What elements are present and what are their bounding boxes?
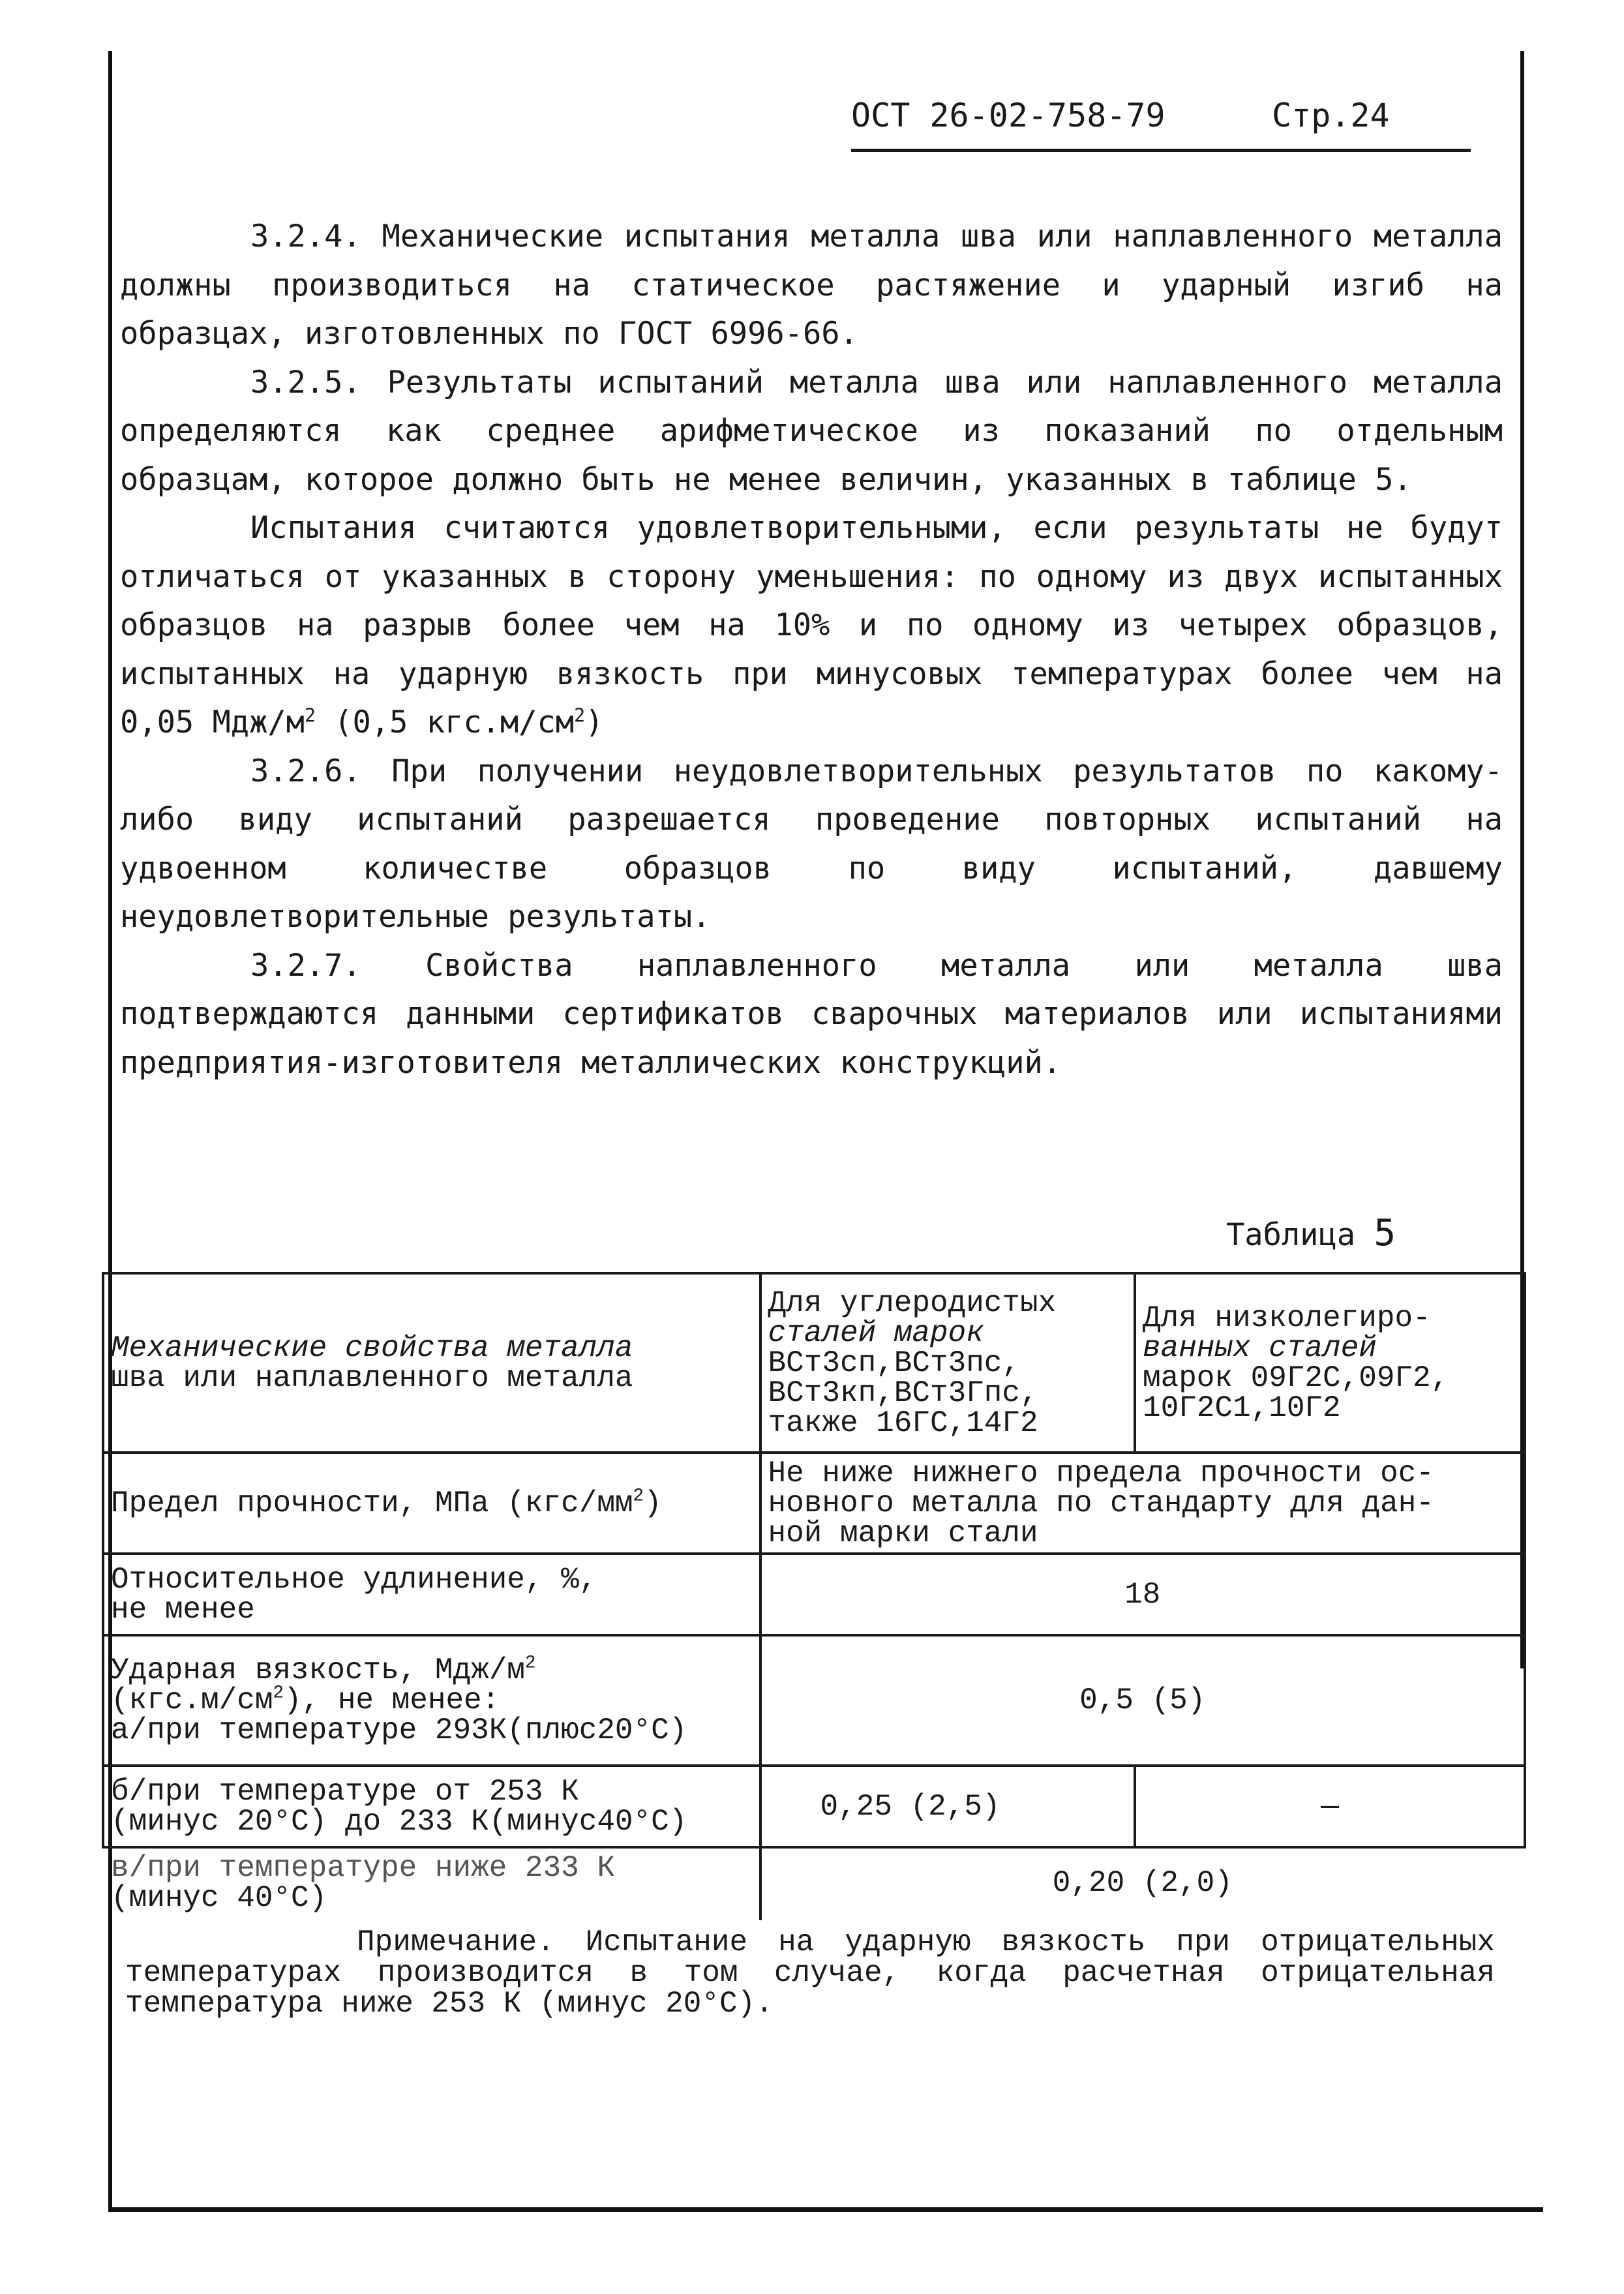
- impact-line-2: [111, 1685, 753, 1715]
- tests-criteria-text: Испытания считаются удовлетворительными, если результаты не будут отличаться от указанных в сторону уменьшения: по одному из двух испытанных образцов на разрыв более чем на 10% и по одному из четырех образцов, испытанных на ударную вязкость при минусовых температурах более чем на 0,05 Мдж/м: [120, 510, 1503, 740]
- row-value-elongation: 18: [760, 1554, 1525, 1635]
- document-code: ОСТ 26-02-758-79: [851, 97, 1165, 134]
- row-value-impact-a: 0,5 (5): [760, 1635, 1525, 1766]
- table-caption-number: 5: [1374, 1212, 1396, 1254]
- elongation-line-2: не менее: [111, 1592, 255, 1627]
- superscript: 2: [574, 704, 586, 727]
- impact-c-line-1: в/при температуре ниже 233 К: [111, 1851, 615, 1885]
- header-lowalloy-line-3: марок 09Г2С,09Г2,: [1142, 1361, 1449, 1395]
- impact-line-1: [111, 1655, 753, 1685]
- impact-line-2-text-end: ), не менее:: [284, 1683, 500, 1717]
- header-carbon-line-1: Для углеродистых: [768, 1286, 1057, 1320]
- tensile-value-line-3: ной марки стали: [768, 1516, 1038, 1550]
- header-underline: [851, 149, 1471, 152]
- superscript: 2: [524, 1653, 536, 1674]
- elongation-line-1: Относительное удлинение, %,: [111, 1562, 597, 1597]
- superscript: 2: [273, 1683, 284, 1704]
- paragraph-3-2-6: 3.2.6. При получении неудовлетворительных результатов по какому-либо виду испытаний разрешается проведение повторных испытаний на удвоенном количестве образцов по виду испытаний, давшему неудовлетворительные результаты.: [120, 753, 1503, 935]
- impact-c-line-2: (минус 40°С): [111, 1881, 327, 1915]
- mechanical-properties-table: [102, 1272, 1526, 1920]
- table-note: [125, 1927, 1495, 2019]
- header-carbon-line-5: также 16ГС,14Г2: [768, 1406, 1038, 1440]
- table-row-impact-c: [103, 1847, 1525, 1919]
- page-header: [851, 97, 1474, 155]
- body-text: [120, 213, 1503, 1087]
- paragraph-3-2-5: 3.2.5. Результаты испытаний металла шва или наплавленного металла определяются как среднее арифметическое из показаний по отдельным образцам, которое должно быть не менее величин, указанных в таблице 5.: [120, 364, 1503, 498]
- row-label-impact-c: [103, 1847, 760, 1919]
- tensile-strength-text-end: ): [644, 1486, 662, 1520]
- table-caption: [1226, 1212, 1396, 1254]
- table-caption-label: Таблица: [1226, 1217, 1356, 1253]
- superscript: 2: [633, 1486, 644, 1507]
- tests-criteria-text-2: (0,5 кгс.м/см: [315, 704, 575, 740]
- row-value-impact-b-lowalloy: —: [1135, 1766, 1525, 1847]
- table-header-row: [103, 1273, 1525, 1453]
- header-lowalloy-line-1: Для низколегиро-: [1142, 1301, 1431, 1335]
- header-cell-carbon-steels: [760, 1273, 1135, 1453]
- header-lowalloy-line-2: ванных сталей: [1142, 1331, 1377, 1365]
- paragraph-3-2-7: 3.2.7. Свойства наплавленного металла или металла шва подтверждаются данными сертификатов сварочных материалов или испытаниями предприятия-изготовителя металлических конструкций.: [120, 947, 1503, 1081]
- impact-line-3: а/при температуре 293К(плюс20°С): [111, 1713, 687, 1747]
- impact-line-1-text: Ударная вязкость, Мдж/м: [111, 1653, 525, 1687]
- table-row-tensile-strength: [103, 1453, 1525, 1554]
- row-label-tensile-strength: [103, 1453, 760, 1554]
- page-number: Стр.24: [1272, 97, 1390, 134]
- header-properties-line-1: Механические свойства металла: [111, 1331, 633, 1365]
- tensile-strength-text: Предел прочности, МПа (кгс/мм: [111, 1486, 633, 1520]
- superscript: 2: [304, 704, 316, 727]
- row-value-impact-b-carbon: 0,25 (2,5): [760, 1766, 1135, 1847]
- impact-b-line-1: б/при температуре от 253 К: [111, 1774, 579, 1809]
- paragraph-tests-criteria: [120, 504, 1503, 747]
- table-row-impact-b: [103, 1766, 1525, 1847]
- header-carbon-line-3: ВСт3сп,ВСт3пс,: [768, 1346, 1021, 1380]
- table-row-impact-a: [103, 1635, 1525, 1766]
- impact-line-2-text: (кгс.м/см: [111, 1683, 273, 1717]
- row-value-impact-c: 0,20 (2,0): [760, 1847, 1525, 1919]
- header-properties-line-2: шва или наплавленного металла: [111, 1361, 633, 1395]
- paragraph-3-2-4: 3.2.4. Механические испытания металла шва или наплавленного металла должны производиться на статическое растяжение и ударный изгиб на образцах, изготовленных по ГОСТ 6996-66.: [120, 219, 1503, 352]
- header-cell-properties: [103, 1273, 760, 1453]
- header-lowalloy-line-4: 10Г2С1,10Г2: [1142, 1391, 1341, 1425]
- row-label-impact-b: [103, 1766, 760, 1847]
- row-label-impact-a: [103, 1635, 760, 1766]
- tests-criteria-text-3: ): [585, 704, 604, 740]
- note-text: Примечание. Испытание на ударную вязкость при отрицательных температурах производится в том случае, когда расчетная отрицательная температура ниже 253 К (минус 20°С).: [125, 1925, 1495, 2021]
- impact-b-line-2: (минус 20°С) до 233 К(минус40°С): [111, 1804, 687, 1839]
- table-row-elongation: [103, 1554, 1525, 1635]
- header-carbon-line-4: ВСт3кп,ВСт3Гпс,: [768, 1376, 1038, 1410]
- tensile-value-line-2: новного металла по стандарту для дан-: [768, 1486, 1434, 1520]
- frame-bottom-border: [108, 2207, 1543, 2212]
- row-value-tensile-strength: [760, 1453, 1525, 1554]
- row-label-elongation: [103, 1554, 760, 1635]
- header-cell-low-alloy-steels: [1135, 1273, 1525, 1453]
- header-carbon-line-2: сталей марок: [768, 1316, 984, 1350]
- tensile-value-line-1: Не ниже нижнего предела прочности ос-: [768, 1456, 1434, 1490]
